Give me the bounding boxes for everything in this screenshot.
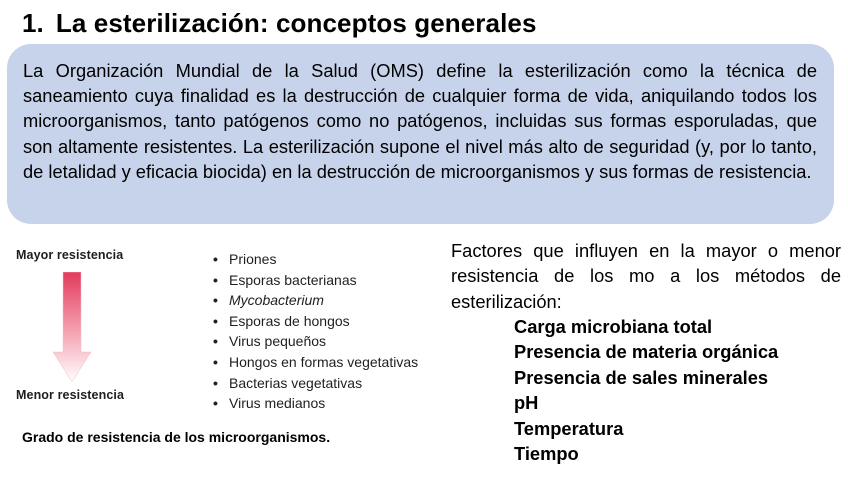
figure-label-high-resistance: Mayor resistencia [16,248,124,262]
factor-item: Presencia de materia orgánica [514,341,779,363]
resistance-gradient-arrow-icon [53,272,93,384]
list-item: • Mycobacterium [213,292,324,309]
resistance-figure [8,236,448,412]
list-item: • Esporas de hongos [213,312,350,329]
factor-item: Tiempo [514,443,579,465]
factor-item: Presencia de sales minerales [514,366,769,388]
factor-item: Carga microbiana total [514,316,713,337]
list-item: • Priones [213,251,277,267]
title-text: La esterilización: conceptos generales [55,8,537,38]
factor-item: Temperatura [514,417,624,439]
figure-label-low-resistance: Menor resistencia [16,388,124,402]
definition-box [7,44,834,224]
factor-item: pH [514,392,539,414]
list-item: • Hongos en formas vegetativas [213,353,419,370]
definition-text: La Organización Mundial de la Salud (OMS) define la esterilización como la técnica de saneamiento cuya finalidad es la destrucción de cualquier forma de vida, aniquilando todos los microorganismos, tanto patógenos como no patógenos, incluidas sus formas esporuladas, que son altamente resistentes. La esterilización supone el nivel más alto de seguridad (y, por lo tanto, de letalidad y eficacia biocida) en la destrucción de microorganismos y sus formas de resistencia. [23,60,817,182]
list-item: • Bacterias vegetativas [213,374,363,391]
microorganism-list [213,249,418,414]
title-number: 1. [22,8,44,38]
figure-caption: Grado de resistencia de los microorganismos. [22,429,331,445]
list-item: • Esporas bacterianas [213,271,357,288]
factors-intro: Factores que influyen en la mayor o menor resistencia de los mo a los métodos de esterilización: [451,240,841,312]
slide-title [22,8,537,39]
list-item: • Virus pequeños [213,333,327,350]
factors-list [514,314,778,466]
list-item: • Virus medianos [213,395,326,412]
